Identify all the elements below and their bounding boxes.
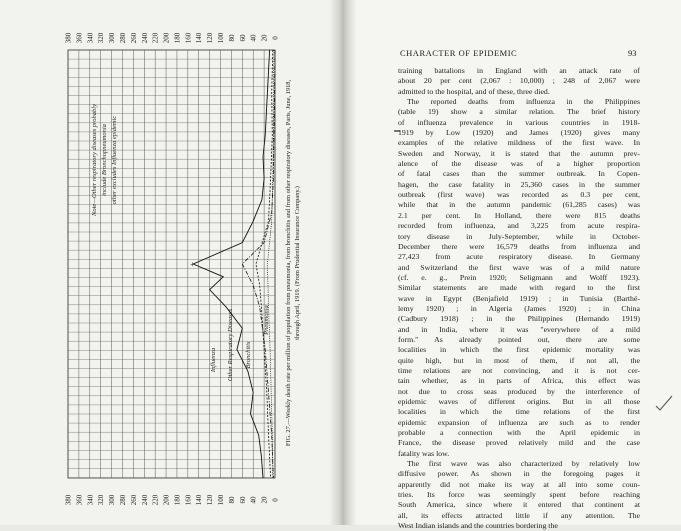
text-line: wave in Egypt (Benjafield 1919) ; in Tunisia (Barthé-	[398, 293, 640, 303]
y-tick-label-top: 40	[249, 34, 258, 42]
y-tick-label-top: 260	[129, 32, 138, 44]
y-axis-ticks-bottom	[65, 494, 280, 505]
y-tick-label: 120	[206, 494, 215, 506]
text-line: and in India, where it was "everywhere of a mild	[398, 324, 640, 334]
y-tick-label: 280	[118, 494, 127, 506]
chart-note-line: include Bronchopneumonia	[101, 124, 108, 196]
peak-marker: +	[190, 260, 195, 269]
y-tick-label-top: 160	[184, 32, 193, 44]
y-tick-label: 180	[173, 494, 182, 506]
text-line: form." As already pointed out, there are some	[398, 334, 640, 344]
text-line: fatality was low.	[398, 448, 450, 458]
text-line: tory disease in July-September, while in October-	[398, 231, 640, 241]
y-tick-label: 240	[140, 494, 149, 506]
text-line: South America, since where it entered that continent at	[398, 500, 640, 510]
chart-note-line: Note—Other respiratory diseases probably	[91, 104, 98, 216]
y-tick-label-top: 300	[108, 32, 117, 44]
text-line: 27,423 from acute respiratory disease. In Germany	[398, 252, 640, 262]
text-line: (table 19) show a similar relation. The brief history	[398, 107, 640, 117]
chart-curves	[190, 50, 275, 478]
y-tick-label-top: 80	[227, 34, 236, 42]
y-tick-label-top: 140	[195, 32, 204, 44]
y-tick-label: 60	[238, 496, 247, 504]
text-line: (cf. e. g., Prein 1920; Seligmann and Wolff 1923).	[398, 272, 640, 282]
text-line: epidemic expansion of influenza are such as to render	[398, 417, 640, 427]
other-respiratory-curve	[267, 50, 274, 478]
text-line: probable a connection with the April epidemic in	[398, 428, 640, 438]
left-page	[0, 0, 340, 525]
chart-grid	[68, 50, 275, 478]
y-tick-label-top: 0	[271, 36, 280, 40]
text-line: France, the disease proved relatively mild and the case	[398, 438, 640, 448]
y-tick-label-top: 180	[173, 32, 182, 44]
text-line: hagen, the case fatality in 25,360 cases in the summer	[398, 179, 640, 189]
text-line: not due to cross seas produced by the interference of	[398, 386, 640, 396]
page-number: 93	[628, 48, 637, 58]
caption-line: through April, 1919. (From Prudential Insurance Company.)	[294, 186, 301, 340]
figure-27-chart	[0, 0, 340, 525]
y-tick-label: 140	[195, 494, 204, 506]
curve-label-bronchitis: Bronchitis	[245, 341, 252, 369]
y-tick-label: 380	[64, 494, 73, 506]
chart-note	[91, 104, 118, 217]
book-gutter	[330, 0, 356, 525]
curve-label-influenza: Influenza	[210, 347, 217, 373]
text-line: admitted to the hospital, and of these, three died.	[398, 86, 550, 96]
text-line: The reported deaths from influenza in the Philippines	[407, 97, 640, 107]
text-line: training battalions in England with an attack rate of	[398, 66, 640, 75]
text-line: time relations are not convincing, and it is not cer-	[398, 365, 640, 375]
pencil-check-mark	[654, 394, 674, 412]
caption-line: FIG. 27.—Weekly death rate per million of population from pneumonia, from bronchitis and from other respiratory diseases, Paris, June, 1918,	[285, 79, 292, 447]
y-tick-label: 220	[151, 494, 160, 506]
y-tick-label: 360	[75, 494, 84, 506]
y-tick-label-top: 60	[238, 34, 247, 42]
plot-frame	[68, 50, 275, 478]
text-line: recorded from influenza, and 3,225 from acute respira-	[398, 221, 640, 231]
y-tick-label: 320	[97, 494, 106, 506]
text-line: December there were 16,579 deaths from influenza and	[398, 241, 640, 251]
text-line: lemy 1920) ; in Algeria (James 1920) ; in China	[398, 303, 640, 313]
y-tick-label: 160	[184, 494, 193, 506]
text-line: outbreak (first wave) was recorded as 0.3 per cent,	[398, 190, 640, 200]
text-line: localities in which the time relations of the first	[398, 407, 640, 417]
text-line: 1919 by Low (1920) and James (1920) gives many	[398, 128, 640, 138]
text-line: The first wave was also characterized by relatively low	[407, 459, 640, 469]
text-line: tain whether, as in parts of Africa, this effect was	[398, 376, 640, 386]
y-tick-label: 300	[108, 494, 117, 506]
text-line: of influenza prevalence in various countries in 1918-	[398, 117, 640, 127]
text-line: apparently did not make its way at all into some coun-	[398, 479, 640, 489]
text-line: diffusive power. As shown in the foregoing pages it	[398, 469, 640, 479]
y-tick-label-top: 200	[162, 32, 171, 44]
y-tick-label-top: 120	[206, 32, 215, 44]
text-line: and Switzerland the first wave was of a mild nature	[398, 262, 640, 272]
curve-label-other_resp: Other Respiratory Diseases	[227, 308, 234, 382]
figure-caption	[285, 80, 301, 447]
text-line: (Cadbury 1918) ; in the Philippines (Hernando 1919)	[398, 314, 640, 324]
y-tick-label-top: 320	[97, 32, 106, 44]
y-tick-label: 40	[249, 496, 258, 504]
text-line: tries. Its force was seemingly spent before reaching	[398, 490, 640, 500]
y-tick-label: 100	[217, 494, 226, 506]
y-tick-label-top: 240	[140, 32, 149, 44]
text-line: alence of the disease was of a higher proportion	[398, 159, 640, 169]
running-head: CHARACTER OF EPIDEMIC	[400, 48, 518, 58]
influenza-curve	[242, 50, 275, 478]
text-line: Sweden and Norway, it is stated that the autumn prev-	[398, 148, 640, 158]
text-line: all, its effects attracted little if any attention. The	[398, 510, 640, 520]
text-line: examples of the relative mildness of the first wave. In	[398, 138, 640, 148]
text-line: quite high, but in most of them, if not all, the	[398, 355, 640, 365]
chart-note-line: other excludes Influenza epidemic	[111, 115, 118, 205]
y-tick-label: 200	[162, 494, 171, 506]
curve-label-pneumonia: Pneumonia	[263, 305, 270, 335]
text-line: while that in the autumn pandemic (61,285 cases) was	[398, 200, 640, 210]
text-line: 2.1 per cent. In Holland, there were 815 deaths	[398, 210, 640, 220]
text-line: about 20 per cent (2,067 : 10,000) ; 248 of 2,067 were	[398, 76, 640, 86]
y-tick-label-top: 220	[151, 32, 160, 44]
body-text	[398, 66, 640, 531]
y-tick-label-top: 280	[118, 32, 127, 44]
y-tick-label: 340	[86, 494, 95, 506]
text-line: epidemic waves of different origins. But in all those	[398, 397, 640, 406]
y-axis-ticks-top	[65, 32, 280, 43]
y-tick-label-top: 360	[75, 32, 84, 44]
y-tick-label-top: 380	[64, 32, 73, 44]
text-line: of fatal cases than the summer outbreak. In Copen-	[398, 169, 640, 179]
y-tick-label: 260	[129, 494, 138, 506]
text-line: Similar statements are made with regard to the first	[398, 283, 640, 293]
y-tick-label-top: 20	[260, 34, 269, 42]
text-line: West Indian islands and the countries bordering the	[398, 521, 558, 531]
y-tick-label-top: 340	[86, 32, 95, 44]
y-tick-label-top: 100	[217, 32, 226, 44]
y-tick-label: 20	[260, 496, 269, 504]
y-tick-label: 80	[227, 496, 236, 504]
text-line: localities in which the first epidemic mortality was	[398, 345, 640, 355]
y-tick-label: 0	[271, 498, 280, 502]
